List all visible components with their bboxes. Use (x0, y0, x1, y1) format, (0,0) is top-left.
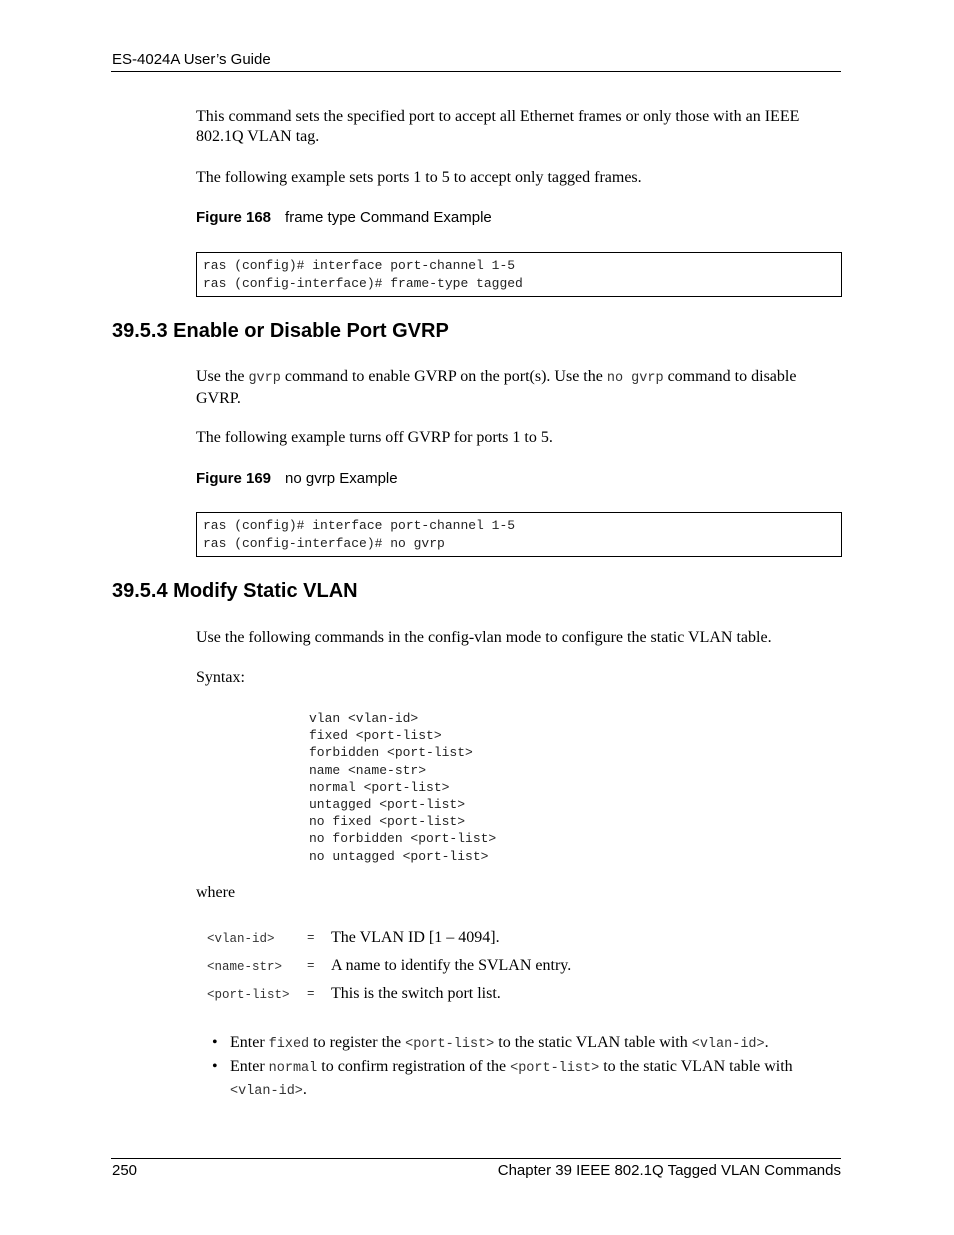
code-line: ras (config-interface)# no gvrp (203, 535, 445, 551)
inline-code: <vlan-id> (691, 1037, 765, 1052)
chapter-title: Chapter 39 IEEE 802.1Q Tagged VLAN Commands (497, 1162, 841, 1179)
text-run: Use the (196, 368, 249, 385)
figure-169-title: no gvrp Example (285, 470, 398, 487)
syntax-line: untagged <port-list> (309, 797, 466, 813)
code-line: ras (config-interface)# frame-type tagged (203, 275, 523, 291)
gvrp-paragraph-1 (196, 367, 844, 409)
bullet-text (230, 1032, 842, 1055)
syntax-label: Syntax: (196, 669, 245, 686)
syntax-line: forbidden <port-list> (309, 745, 473, 761)
footer-rule (111, 1158, 841, 1159)
syntax-line: normal <port-list> (309, 779, 450, 795)
bullet-item-normal (212, 1056, 842, 1102)
inline-code: normal (268, 1061, 318, 1076)
bullet-item-fixed (212, 1032, 842, 1055)
page-number: 250 (112, 1162, 138, 1179)
figure-169-label: Figure 169 (196, 470, 272, 487)
where-equals: = (307, 959, 315, 973)
syntax-line: no fixed <port-list> (309, 814, 466, 830)
figure-169-caption (196, 470, 398, 487)
header-rule (111, 71, 841, 72)
inline-code: gvrp (248, 371, 281, 386)
section-heading-vlan: 39.5.4 Modify Static VLAN (112, 580, 358, 602)
figure-168-caption (196, 209, 492, 226)
text-run: to the static VLAN table with (494, 1034, 692, 1051)
bullet-text (230, 1056, 842, 1102)
figure-169-code-box (196, 512, 842, 557)
text-run: . (764, 1034, 769, 1051)
bullet-icon: • (212, 1058, 218, 1075)
intro-paragraph-1: This command sets the specified port to accept all Ethernet frames or only those with an IEEE 802.1Q VLAN tag. (196, 108, 800, 145)
figure-168-title: frame type Command Example (285, 209, 492, 226)
text-run: command to disable GVRP. (196, 368, 797, 407)
inline-code: <port-list> (405, 1037, 495, 1052)
syntax-block (309, 710, 496, 865)
text-run: to register the (309, 1034, 406, 1051)
where-description: The VLAN ID [1 – 4094]. (331, 929, 500, 946)
inline-code: <vlan-id> (230, 1084, 303, 1099)
where-equals: = (307, 987, 315, 1001)
text-run: . (302, 1081, 307, 1098)
syntax-line: no untagged <port-list> (309, 848, 489, 864)
bullet-icon: • (212, 1034, 218, 1051)
text-run: Enter (230, 1058, 269, 1075)
text-run: to the static VLAN table with (599, 1058, 793, 1075)
where-equals: = (307, 931, 315, 945)
syntax-line: name <name-str> (309, 762, 427, 778)
vlan-paragraph-1: Use the following commands in the config-vlan mode to configure the static VLAN table. (196, 629, 772, 646)
section-heading-gvrp: 39.5.3 Enable or Disable Port GVRP (112, 320, 449, 342)
figure-168-label: Figure 168 (196, 209, 272, 226)
where-description: This is the switch port list. (331, 985, 501, 1002)
gvrp-paragraph-2: The following example turns off GVRP for ports 1 to 5. (196, 429, 553, 446)
syntax-line: fixed <port-list> (309, 728, 442, 744)
where-term: <vlan-id> (207, 932, 275, 946)
where-term: <name-str> (207, 960, 283, 974)
text-run: to confirm registration of the (317, 1058, 511, 1075)
running-header: ES-4024A User’s Guide (112, 51, 271, 68)
inline-code: <port-list> (510, 1061, 600, 1076)
intro-paragraph-2: The following example sets ports 1 to 5 to accept only tagged frames. (196, 169, 642, 186)
inline-code: fixed (268, 1037, 310, 1052)
code-line: ras (config)# interface port-channel 1-5 (203, 518, 516, 533)
where-label: where (196, 884, 236, 901)
where-term: <port-list> (207, 988, 290, 1002)
figure-168-code-box (196, 252, 842, 297)
text-run: command to enable GVRP on the port(s). Use the (280, 368, 607, 385)
code-line: ras (config)# interface port-channel 1-5 (203, 258, 516, 273)
inline-code: no gvrp (606, 371, 664, 386)
syntax-line: no forbidden <port-list> (309, 831, 497, 847)
where-description: A name to identify the SVLAN entry. (331, 957, 572, 974)
syntax-line: vlan <vlan-id> (309, 711, 419, 726)
text-run: Enter (230, 1034, 269, 1051)
